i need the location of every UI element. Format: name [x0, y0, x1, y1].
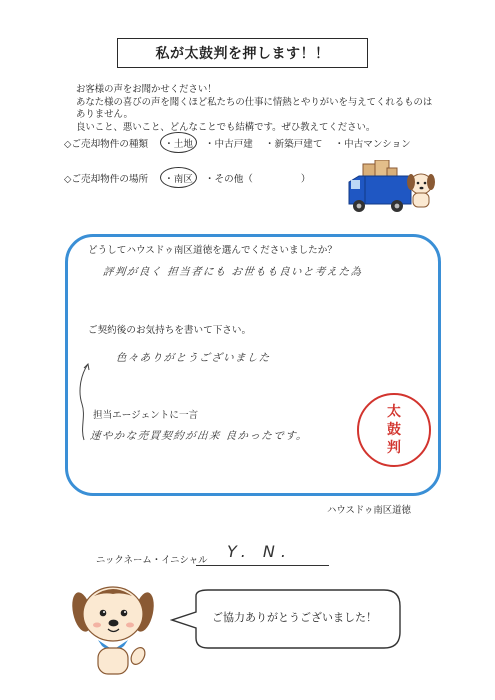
question-3: 担当エージェントに一言 — [93, 410, 199, 421]
intro-line: ありません。 — [76, 109, 133, 121]
stamp-char: 鼓 — [387, 422, 401, 438]
option-minami-ku: ・南区 — [164, 171, 193, 185]
answer-2: 色々ありがとうございました — [115, 352, 272, 364]
property-type-label: ◇ご売却物件の種類 — [64, 139, 149, 150]
option-other: ・その他（ — [204, 174, 253, 185]
intro-line: お客様の声をお聞かせください！ — [76, 84, 217, 95]
intro-line: 良いこと、悪いこと、どんなことでも結構です。ぜひ教えてください。 — [76, 121, 376, 133]
nickname-value: Y. N. — [227, 542, 292, 561]
handwritten-brace — [74, 362, 94, 442]
stamp-char: 太 — [387, 404, 401, 420]
nickname-underline — [196, 565, 329, 566]
option-used-house: ・中古戸建 — [204, 139, 253, 150]
question-2: ご契約後のお気持ちを書いて下さい。 — [88, 325, 252, 336]
thanks-message: ご協力ありがとうございました！ — [212, 611, 377, 624]
property-location-label: ◇ご売却物件の場所 — [64, 174, 149, 185]
answer-1: 評判が良く 担当者にも お世もも良いと考えた為 — [102, 266, 363, 278]
option-other-close: ） — [300, 174, 311, 185]
option-new-house: ・新築戸建て — [264, 139, 323, 150]
branch-name: ハウスドゥ南区道徳 — [327, 505, 411, 516]
question-1: どうしてハウスドゥ南区道徳を選んでくださいましたか？ — [88, 245, 337, 256]
taikoban-stamp — [357, 393, 431, 467]
page-title: 私が太鼓判を押します！！ — [117, 38, 368, 68]
dog-mascot-icon — [72, 580, 156, 680]
intro-text — [76, 84, 432, 134]
nickname-label: ニックネーム・イニシャル — [96, 555, 208, 566]
option-used-mansion: ・中古マンション — [334, 139, 411, 150]
option-land: ・土地 — [164, 136, 193, 150]
answer-3: 速やかな売買契約が出来 良かったです。 — [89, 430, 309, 442]
intro-line: あなた様の喜びの声を聞くほど私たちの仕事に情熱とやりがいを与えてくれるものは — [76, 96, 433, 108]
property-type-row — [64, 136, 411, 150]
truck-illustration — [345, 160, 437, 222]
property-location-row — [64, 171, 310, 185]
stamp-char: 判 — [387, 440, 401, 456]
